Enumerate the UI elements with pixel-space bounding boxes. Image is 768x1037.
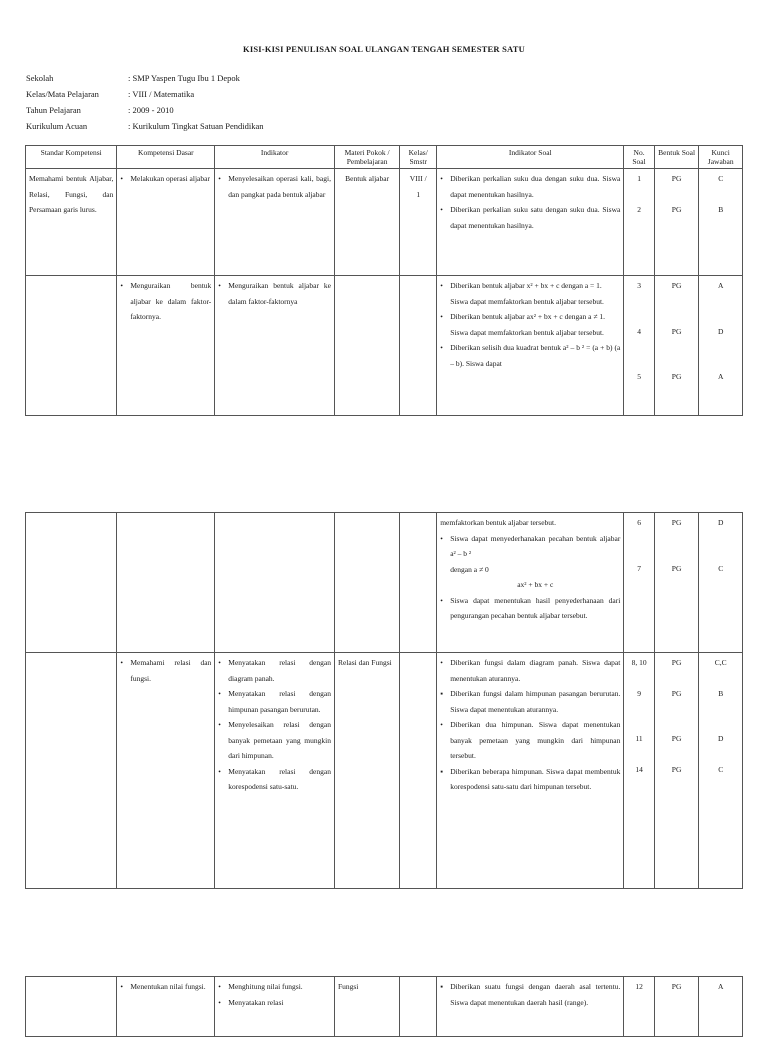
no-soal: 4 <box>637 326 641 336</box>
no-soal: 2 <box>637 204 641 214</box>
cell-indikator-soal <box>437 276 624 416</box>
meta-row-school <box>26 70 264 86</box>
cell-indikator <box>215 513 335 653</box>
bentuk-soal: PG <box>671 563 682 573</box>
fraction-denominator: ax² + bx + c <box>517 580 554 589</box>
kelas-text: VIII / <box>409 174 427 183</box>
indikator-item: • Menyelesaikan relasi dengan banyak pemetaan yang mungkin dari himpunan. <box>218 717 331 764</box>
kunci-jawaban: D <box>717 326 724 336</box>
indikator-soal-item: • Diberikan perkalian suku dua dengan suku dua. Siswa dapat menentukan hasilnya. <box>440 171 620 202</box>
cell-bentuk-soal <box>654 276 699 416</box>
header-kunci-jawaban: Kunci Jawaban <box>699 146 743 169</box>
indikator-soal-item: • Siswa dapat menentukan hasil penyederhanaan dari pengurangan pecahan bentuk aljabar tersebut. <box>440 593 620 624</box>
indikator-soal-item: • Diberikan bentuk aljabar ax² + bx + c dengan a ≠ 1. Siswa dapat memfaktorkan bentuk aljabar tersebut. <box>440 309 620 340</box>
cell-no-soal <box>624 653 654 889</box>
indikator-soal-item: • Diberikan selisih dua kuadrat bentuk a² – b ² = (a + b) (a – b). Siswa dapat <box>440 340 620 371</box>
indikator-item: • Menyatakan relasi dengan diagram panah. <box>218 655 331 686</box>
kunci-jawaban: C <box>718 174 724 183</box>
cell-kompetensi-dasar <box>117 513 215 653</box>
cell-standar-kompetensi: Memahami bentuk Aljabar, Relasi, Fungsi, dan Persamaan garis lurus. <box>26 169 117 276</box>
indikator-soal-item: • Diberikan fungsi dalam diagram panah. Siswa dapat menentukan aturannya. <box>440 655 620 686</box>
no-soal: 14 <box>635 764 643 774</box>
table-row <box>26 276 743 416</box>
header-indikator-soal: Indikator Soal <box>437 146 624 169</box>
table-row <box>26 653 743 889</box>
indikator-soal-item <box>440 531 620 593</box>
bentuk-soal: PG <box>671 764 682 774</box>
no-soal: 11 <box>635 734 643 743</box>
bentuk-soal: PG <box>671 518 682 527</box>
cell-kompetensi-dasar: • Memahami relasi dan fungsi. <box>120 655 211 686</box>
bentuk-soal: PG <box>671 326 682 336</box>
kunci-jawaban: A <box>717 372 724 381</box>
meta-label: Sekolah <box>26 73 54 83</box>
cell-indikator: • Menyelesaikan operasi kali, bagi, dan pangkat pada bentuk aljabar <box>218 171 331 202</box>
no-soal: 5 <box>637 372 641 381</box>
cell-no-soal: 12 <box>624 977 654 1037</box>
cell-bentuk-soal <box>654 513 699 653</box>
kisi-table-part-3 <box>25 976 743 1037</box>
no-soal: 6 <box>637 518 641 527</box>
cell-no-soal <box>624 513 654 653</box>
meta-value: : VIII / Matematika <box>128 89 195 99</box>
indikator-soal-item: • Diberikan dua himpunan. Siswa dapat menentukan banyak pemetaan yang mungkin dari himpunan tersebut. <box>440 717 620 764</box>
meta-label: Kurikulum Acuan <box>26 121 88 131</box>
cell-indikator-soal <box>437 513 624 653</box>
cell-kunci-jawaban <box>699 169 743 276</box>
meta-label: Kelas/Mata Pelajaran <box>26 89 99 99</box>
table-row <box>26 977 743 1037</box>
cell-kunci-jawaban <box>699 653 743 889</box>
cell-kompetensi-dasar: • Melakukan operasi aljabar <box>120 171 211 187</box>
meta-value: : Kurikulum Tingkat Satuan Pendidikan <box>128 121 264 131</box>
cell-bentuk-soal <box>654 653 699 889</box>
meta-label: Tahun Pelajaran <box>26 105 81 115</box>
no-soal: 8, 10 <box>631 658 647 667</box>
kunci-jawaban: B <box>718 688 724 698</box>
cell-materi: Relasi dan Fungsi <box>334 653 399 889</box>
indikator-soal-item: • Diberikan perkalian suku satu dengan suku dua. Siswa dapat menentukan hasilnya. <box>440 202 620 233</box>
indikator-item: • Menyatakan relasi dengan himpunan pasangan berurutan. <box>218 686 331 717</box>
cell-standar-kompetensi <box>26 977 117 1037</box>
cell-kelas <box>400 513 437 653</box>
fraction-numerator: a² – b ² <box>450 549 472 558</box>
cell-standar-kompetensi <box>26 653 117 889</box>
meta-row-class <box>26 86 264 102</box>
no-soal: 7 <box>637 563 641 573</box>
kunci-jawaban: C,C <box>714 658 727 667</box>
cell-kunci-jawaban <box>699 276 743 416</box>
bentuk-soal: PG <box>671 204 682 214</box>
kunci-jawaban: D <box>717 734 724 743</box>
bentuk-soal: PG <box>671 281 682 290</box>
no-soal: 1 <box>637 174 641 183</box>
header-bentuk-soal: Bentuk Soal <box>654 146 699 169</box>
cell-materi <box>334 513 399 653</box>
cell-indikator <box>215 977 335 1037</box>
cell-kompetensi-dasar: • Menguraikan bentuk aljabar ke dalam faktor-faktornya. <box>120 278 211 325</box>
soal-text: dengan a ≠ 0 <box>450 564 489 574</box>
bentuk-soal: PG <box>671 174 682 183</box>
cell-kelas <box>400 653 437 889</box>
indikator-item: • Menghitung nilai fungsi. <box>218 979 331 995</box>
kunci-jawaban: C <box>718 764 724 774</box>
cell-bentuk-soal <box>654 169 699 276</box>
indikator-soal-continuation: memfaktorkan bentuk aljabar tersebut. <box>440 518 557 527</box>
indikator-soal-item: ▪ Diberikan beberapa himpunan. Siswa dapat membentuk korespodensi satu-satu dari himpunan tersebut. <box>440 764 620 795</box>
document-meta <box>26 70 264 134</box>
cell-standar-kompetensi <box>26 513 117 653</box>
header-standar-kompetensi: Standar Kompetensi <box>26 146 117 169</box>
meta-row-year <box>26 102 264 118</box>
header-indikator: Indikator <box>215 146 335 169</box>
cell-materi: Bentuk aljabar <box>334 169 399 276</box>
kunci-jawaban: B <box>718 204 724 214</box>
no-soal: 9 <box>637 688 641 698</box>
cell-indikator-soal <box>437 653 624 889</box>
indikator-soal-item: ▪ Diberikan fungsi dalam himpunan pasangan berurutan. Siswa dapat menentukan aturannya. <box>440 686 620 717</box>
kunci-jawaban: C <box>718 563 724 573</box>
cell-indikator <box>215 653 335 889</box>
document-title: KISI-KISI PENULISAN SOAL ULANGAN TENGAH SEMESTER SATU <box>243 44 525 54</box>
header-kelas: Kelas/ Smstr <box>400 146 437 169</box>
indikator-item: • Menyatakan relasi <box>218 995 331 1011</box>
header-no-soal: No. Soal <box>624 146 654 169</box>
soal-text: Siswa dapat menyederhanakan pecahan bentuk aljabar <box>450 533 621 543</box>
bentuk-soal: PG <box>671 688 682 698</box>
header-kompetensi-dasar: Kompetensi Dasar <box>117 146 215 169</box>
kunci-jawaban: D <box>717 518 724 527</box>
no-soal: 3 <box>637 281 641 290</box>
cell-kunci-jawaban: A <box>699 977 743 1037</box>
indikator-soal-item: ▪ Diberikan suatu fungsi dengan daerah asal tertentu. Siswa dapat menentukan daerah hasil (range). <box>440 979 620 1010</box>
cell-no-soal <box>624 169 654 276</box>
kunci-jawaban: A <box>717 281 724 290</box>
cell-indikator: • Menguraikan bentuk aljabar ke dalam faktor-faktornya <box>218 278 331 309</box>
cell-indikator-soal <box>437 977 624 1037</box>
cell-kompetensi-dasar: • Menentukan nilai fungsi. <box>120 979 211 995</box>
cell-indikator-soal <box>437 169 624 276</box>
bentuk-soal: PG <box>671 734 682 743</box>
semester-text: 1 <box>416 189 421 199</box>
cell-kelas <box>400 977 437 1037</box>
cell-materi <box>334 276 399 416</box>
table-row <box>26 169 743 276</box>
meta-value: : 2009 - 2010 <box>128 105 174 115</box>
header-materi: Materi Pokok / Pembelajaran <box>334 146 399 169</box>
cell-no-soal <box>624 276 654 416</box>
bentuk-soal: PG <box>671 658 682 667</box>
meta-row-curriculum <box>26 118 264 134</box>
indikator-item: • Menyatakan relasi dengan korespodensi satu-satu. <box>218 764 331 795</box>
cell-kelas <box>400 276 437 416</box>
cell-kunci-jawaban <box>699 513 743 653</box>
cell-standar-kompetensi <box>26 276 117 416</box>
indikator-soal-item: • Diberikan bentuk aljabar x² + bx + c dengan a = 1. Siswa dapat memfaktorkan bentuk aljabar tersebut. <box>440 278 620 309</box>
cell-materi: Fungsi <box>334 977 399 1037</box>
cell-kelas <box>400 169 437 276</box>
meta-value: : SMP Yaspen Tugu Ibu 1 Depok <box>128 73 240 83</box>
kisi-table-part-2 <box>25 512 743 889</box>
kisi-table-part-1 <box>25 145 743 416</box>
table-header-row <box>26 146 743 169</box>
bentuk-soal: PG <box>671 372 682 381</box>
table-row <box>26 513 743 653</box>
cell-bentuk-soal: PG <box>654 977 699 1037</box>
